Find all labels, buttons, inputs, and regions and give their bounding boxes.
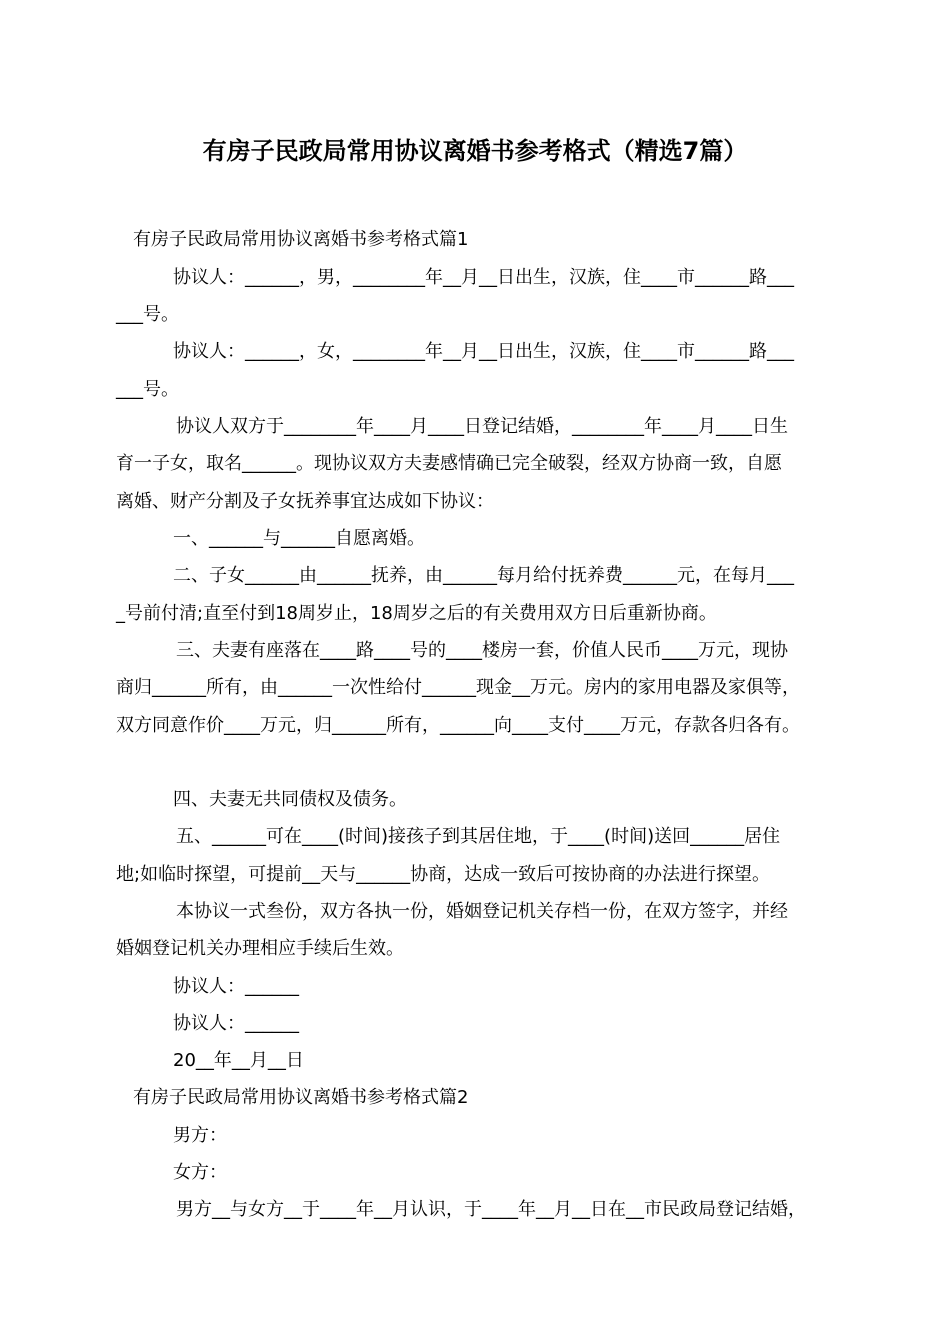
paragraph-line: 商归______所有，由______一次性给付______现金__万元。房内的家用电器及家俱等，	[116, 677, 800, 698]
date-line: 20__年__月__日	[173, 1050, 304, 1071]
paragraph-line: 本协议一式叁份，双方各执一份，婚姻登记机关存档一份，在双方签字，并经	[176, 901, 788, 922]
signature-line: 协议人：______	[173, 1013, 299, 1034]
signature-line: 协议人：______	[173, 976, 299, 997]
paragraph-line: ___号。	[116, 379, 179, 400]
paragraph-line: 协议人：______，女，________年__月__日出生，汉族，住____市______路___	[173, 341, 794, 362]
paragraph-line: 协议人双方于________年____月____日登记结婚，________年____月____日生	[176, 416, 788, 437]
paragraph-line: 离婚、财产分割及子女抚养事宜达成如下协议：	[116, 491, 494, 512]
paragraph-line: 一、______与______自愿离婚。	[173, 528, 425, 549]
paragraph-line: 三、夫妻有座落在____路____号的____楼房一套，价值人民币____万元，现协	[176, 640, 788, 661]
document-title: 有房子民政局常用协议离婚书参考格式（精选7篇）	[202, 137, 748, 165]
paragraph-line: 男方__与女方__于____年__月认识，于____年__月__日在__市民政局登记结婚，	[176, 1199, 806, 1220]
paragraph-line: 双方同意作价____万元，归______所有，______向____支付____万元，存款各归各有。	[116, 715, 800, 736]
section-heading-2: 有房子民政局常用协议离婚书参考格式篇2	[133, 1087, 469, 1108]
paragraph-line: 女方：	[173, 1162, 227, 1183]
paragraph-line: 协议人：______，男，________年__月__日出生，汉族，住____市______路___	[173, 267, 794, 288]
paragraph-line: 地;如临时探望，可提前__天与______协商，达成一致后可按协商的办法进行探望。	[116, 864, 771, 885]
paragraph-line: 四、夫妻无共同债权及债务。	[173, 789, 407, 810]
paragraph-line: 育一子女，取名______。现协议双方夫妻感情确已完全破裂，经双方协商一致，自愿	[116, 453, 782, 474]
paragraph-line: 婚姻登记机关办理相应手续后生效。	[116, 938, 404, 959]
paragraph-line: 五、______可在____(时间)接孩子到其居住地，于____(时间)送回______居住	[176, 826, 781, 847]
paragraph-line: 男方：	[173, 1125, 227, 1146]
paragraph-line: 二、子女______由______抚养，由______每月给付抚养费______元，在每月___	[173, 565, 794, 586]
section-heading-1: 有房子民政局常用协议离婚书参考格式篇1	[133, 229, 469, 250]
paragraph-line: ___号。	[116, 304, 179, 325]
paragraph-line: _号前付清;直至付到18周岁止，18周岁之后的有关费用双方日后重新协商。	[116, 603, 717, 624]
